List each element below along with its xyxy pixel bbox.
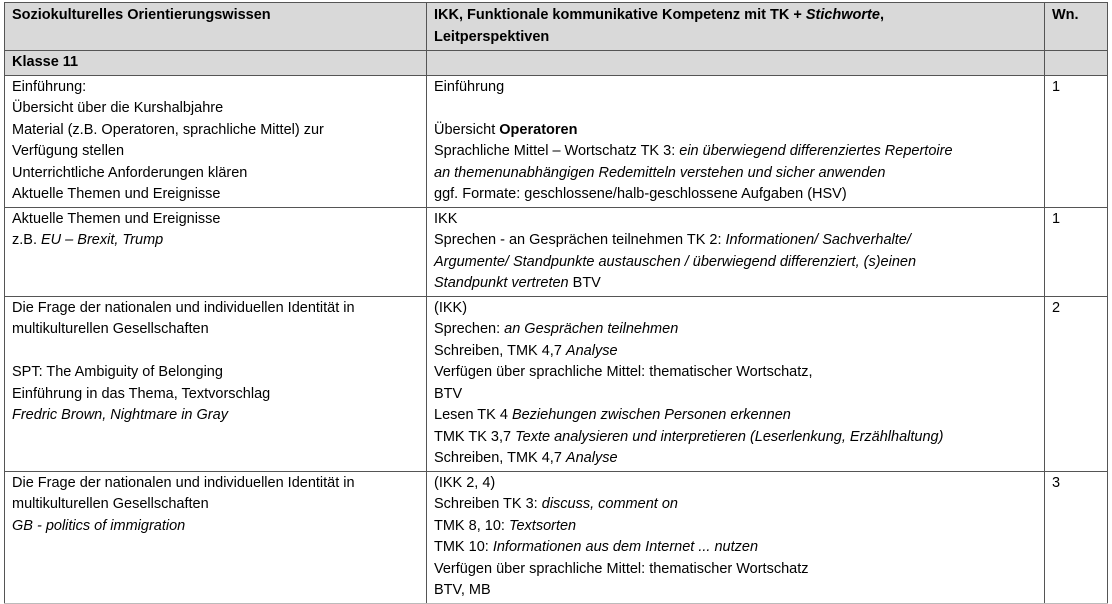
- cell-text-italic: Beziehungen zwischen Personen erkennen: [511, 407, 791, 423]
- cell-line: [434, 448, 1039, 470]
- week-count: 1: [1052, 210, 1061, 227]
- cell-text-italic: Analyse: [565, 342, 618, 359]
- week-count: 2: [1052, 299, 1061, 316]
- cell-text: Sprechen:: [434, 321, 505, 337]
- cell-text-bold: Operatoren: [499, 121, 578, 138]
- cell-text-italic: Standpunkt vertreten: [434, 275, 569, 291]
- cell-orientierungswissen: [5, 75, 427, 207]
- cell-line: BTV: [434, 385, 463, 402]
- header-text: ,: [879, 7, 884, 23]
- cell-text-italic: Analyse: [565, 450, 618, 466]
- cell-line: IKK: [434, 210, 458, 227]
- header-label-2: Leitperspektiven: [434, 28, 550, 45]
- cell-text: Sprechen - an Gesprächen teilnehmen TK 2:: [434, 232, 726, 248]
- cell-line: ggf. Formate: geschlossene/halb-geschlossene Aufgaben (HSV): [434, 186, 847, 202]
- cell-text: Schreiben, TMK 4,7: [434, 342, 566, 359]
- cell-line: [434, 537, 1039, 559]
- cell-line: Einführung: [434, 78, 505, 95]
- cell-line: an themenunabhängigen Redemitteln verstehen und sicher anwenden: [434, 164, 886, 181]
- header-label: [434, 5, 1039, 27]
- cell-ikk: [427, 296, 1045, 471]
- table-row: [5, 207, 1108, 296]
- blank-line: [12, 341, 421, 363]
- cell-text: Schreiben, TMK 4,7: [434, 450, 566, 466]
- cell-line: Verfügen über sprachliche Mittel: thematischer Wortschatz: [434, 560, 809, 577]
- week-count: 3: [1052, 474, 1061, 491]
- cell-text: Sprachliche Mittel – Wortschatz TK 3:: [434, 143, 680, 159]
- header-label: Soziokulturelles Orientierungswissen: [12, 7, 271, 23]
- cell-line: [434, 319, 1039, 341]
- cell-ikk: [427, 75, 1045, 207]
- section-label: Klasse 11: [12, 54, 79, 70]
- header-label: Wn.: [1052, 7, 1079, 23]
- cell-text-italic: EU – Brexit, Trump: [41, 232, 164, 248]
- week-count: 1: [1052, 78, 1061, 95]
- cell-line: [434, 427, 1039, 449]
- cell-text: TMK 8, 10:: [434, 517, 509, 534]
- cell-line: Die Frage der nationalen und individuellen Identität in: [12, 299, 355, 316]
- cell-line: [434, 120, 1039, 142]
- cell-line: Die Frage der nationalen und individuellen Identität in: [12, 474, 355, 491]
- cell-line: (IKK 2, 4): [434, 474, 496, 491]
- cell-text: Lesen TK 4: [434, 407, 512, 423]
- cell-line: Verfügen über sprachliche Mittel: thematischer Wortschatz,: [434, 364, 813, 380]
- cell-line: [434, 494, 1039, 516]
- cell-orientierungswissen: [5, 471, 427, 603]
- cell-text-italic: Informationen/ Sachverhalte/: [725, 232, 911, 248]
- blank-line: [434, 98, 1039, 120]
- table-row: [5, 75, 1108, 207]
- cell-line: [12, 230, 421, 252]
- header-text: IKK, Funktionale kommunikative Kompetenz mit TK +: [434, 7, 806, 23]
- cell-text: z.B.: [12, 232, 42, 248]
- section-empty-cell: [1045, 51, 1108, 76]
- cell-line: [434, 230, 1039, 252]
- cell-line: Unterrichtliche Anforderungen klären: [12, 164, 248, 181]
- cell-wn: [1045, 296, 1108, 471]
- cell-wn: [1045, 471, 1108, 603]
- table-row: [5, 471, 1108, 603]
- cell-line: Einführung:: [12, 78, 87, 95]
- cell-text-italic: an Gesprächen teilnehmen: [504, 321, 679, 337]
- cell-orientierungswissen: [5, 296, 427, 471]
- header-text-italic: Stichworte: [805, 7, 880, 23]
- cell-line: GB - politics of immigration: [12, 517, 186, 534]
- cell-text-italic: discuss, comment on: [541, 496, 678, 512]
- cell-text: TMK TK 3,7: [434, 428, 516, 445]
- cell-line: Material (z.B. Operatoren, sprachliche Mittel) zur: [12, 121, 324, 138]
- cell-line: Aktuelle Themen und Ereignisse: [12, 210, 221, 227]
- cell-line: SPT: The Ambiguity of Belonging: [12, 364, 223, 380]
- cell-line: Argumente/ Standpunkte austauschen / überwiegend differenziert, (s)einen: [434, 253, 917, 270]
- cell-text-italic: Textsorten: [508, 517, 577, 534]
- cell-orientierungswissen: [5, 207, 427, 296]
- cell-text-italic: Informationen aus dem Internet ... nutzen: [492, 539, 759, 555]
- cell-line: Aktuelle Themen und Ereignisse: [12, 186, 221, 202]
- cell-line: [434, 273, 1039, 295]
- cell-text: BTV: [568, 275, 601, 291]
- cell-ikk: [427, 207, 1045, 296]
- cell-wn: [1045, 75, 1108, 207]
- cell-line: Einführung in das Thema, Textvorschlag: [12, 385, 271, 402]
- cell-line: [434, 405, 1039, 427]
- header-col-ikk: [427, 3, 1045, 51]
- cell-line: [434, 516, 1039, 538]
- cell-text: TMK 10:: [434, 539, 493, 555]
- cell-line: (IKK): [434, 299, 468, 316]
- cell-wn: [1045, 207, 1108, 296]
- cell-line: [434, 341, 1039, 363]
- header-col-orientierungswissen: [5, 3, 427, 51]
- header-col-wn: [1045, 3, 1108, 51]
- cell-text: Übersicht: [434, 121, 500, 138]
- table-header-row: [5, 3, 1108, 51]
- curriculum-table: [4, 2, 1108, 604]
- cell-line: Übersicht über die Kurshalbjahre: [12, 100, 224, 116]
- cell-text: Schreiben TK 3:: [434, 496, 542, 512]
- cell-line: BTV, MB: [434, 582, 491, 598]
- section-row: [5, 51, 1108, 76]
- cell-line: [434, 141, 1039, 163]
- table-row: [5, 296, 1108, 471]
- section-empty-cell: [427, 51, 1045, 76]
- cell-text-italic: Texte analysieren und interpretieren (Leserlenkung, Erzählhaltung): [515, 428, 944, 445]
- cell-line: Verfügung stellen: [12, 143, 125, 159]
- cell-line: multikulturellen Gesellschaften: [12, 496, 209, 512]
- cell-line: Fredric Brown, Nightmare in Gray: [12, 407, 228, 423]
- cell-ikk: [427, 471, 1045, 603]
- cell-line: multikulturellen Gesellschaften: [12, 321, 209, 337]
- cell-text-italic: ein überwiegend differenziertes Repertoire: [679, 143, 953, 159]
- section-label-cell: [5, 51, 427, 76]
